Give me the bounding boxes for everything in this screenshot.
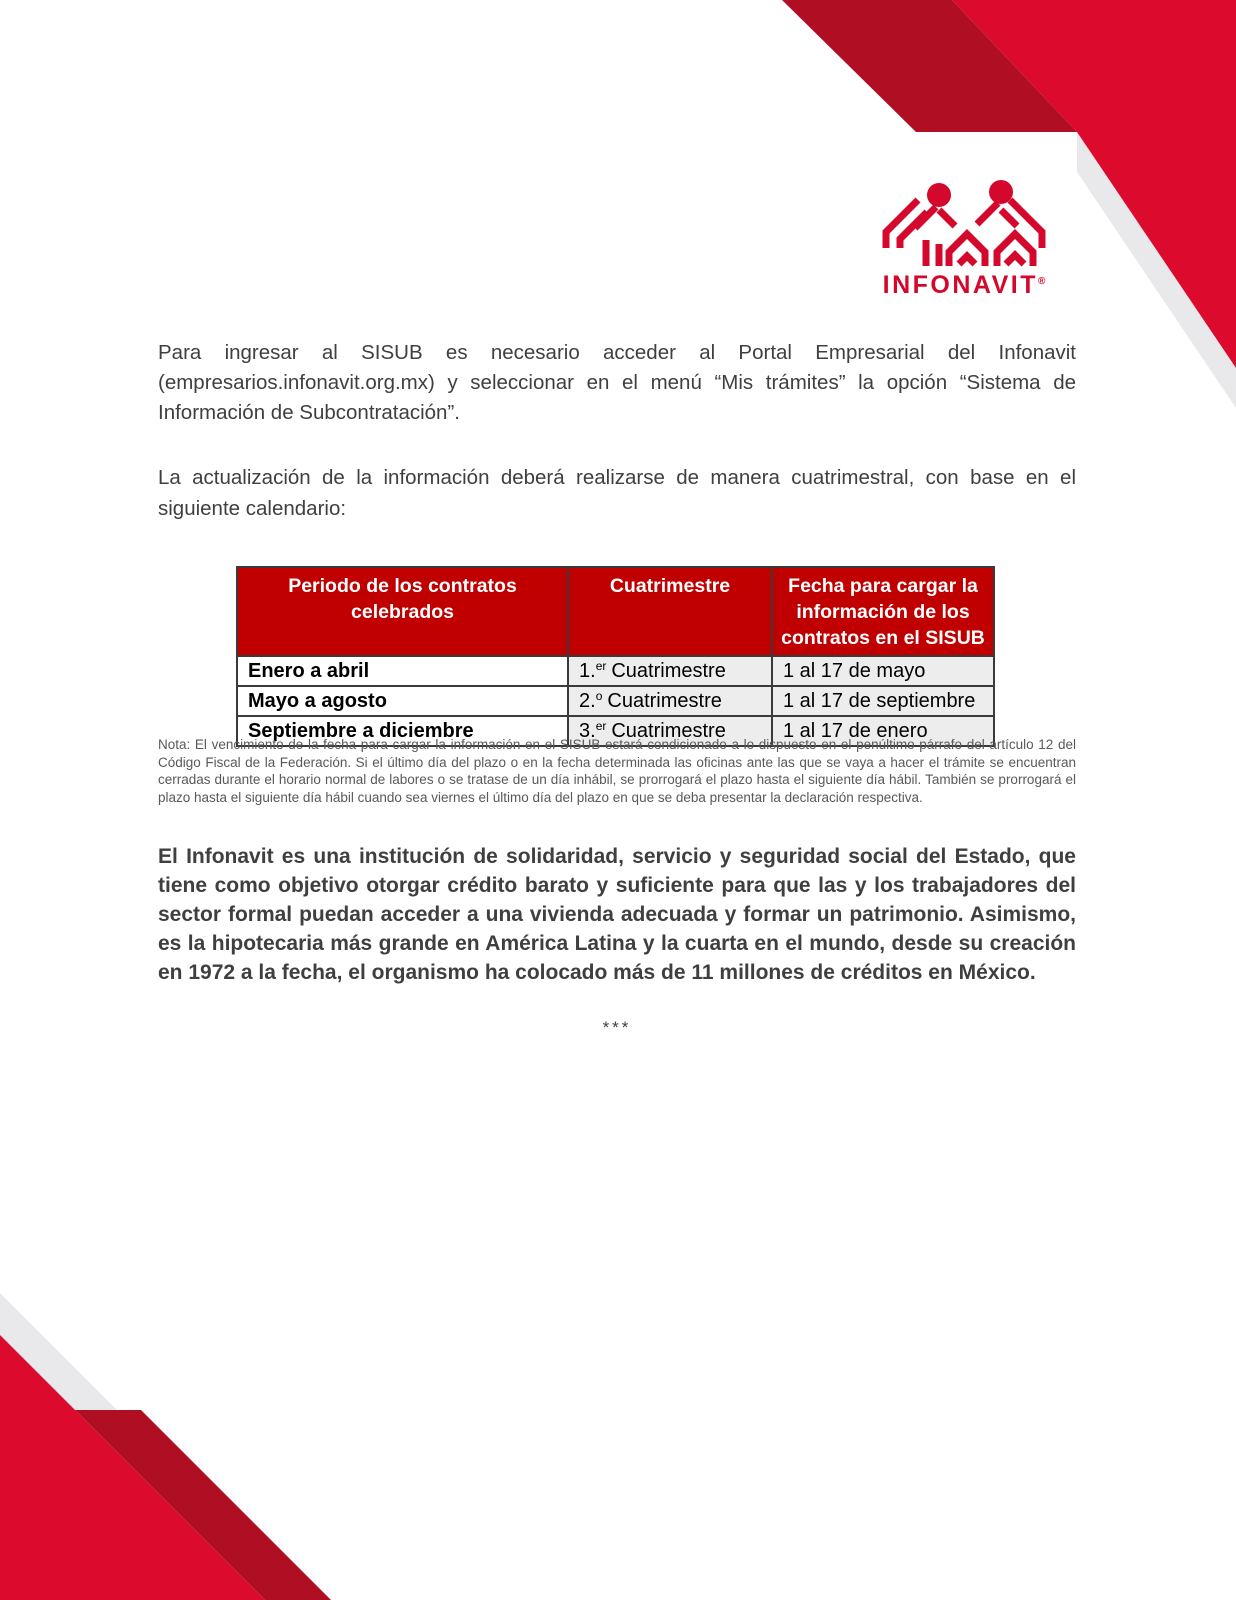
header-cuatrimestre: Cuatrimestre [568,567,772,656]
fecha-cell: 1 al 17 de enero [772,716,994,746]
header-periodo: Periodo de los contratos celebrados [237,567,568,656]
end-marker: *** [602,1018,632,1037]
cuatrimestre-cell: 2.$^o$ Cuatrimestre [568,686,772,716]
registered-mark: ® [1038,276,1046,287]
periodo-cell: Mayo a agosto [237,686,568,716]
periodo-cell: Septiembre a diciembre [237,716,568,746]
periodo-cell: Enero a abril [237,656,568,686]
fecha-cell: 1 al 17 de septiembre [772,686,994,716]
about-paragraph: El Infonavit es una institución de solidaridad, servicio y seguridad social del Estado, que tiene como objetivo otorgar crédito barato y suficiente para que las y los trabajadores del sector formal puedan acceder a una vivienda adecuada y formar un patrimonio. Asimismo, es la hipotecaria más grande en América Latina y la cuarta en el mundo, desde su creación en 1972 a la fecha, el organismo ha colocado más de 11 millones de créditos en México. [158,845,1076,984]
infonavit-logo [872,168,1056,300]
table-row [237,656,994,686]
cuatrimestre-cell: 1.$^{er}$ Cuatrimestre [568,656,772,686]
infonavit-wordmark: INFONAVIT® [882,271,1046,299]
note-text: Nota: El vencimiento de la fecha para cargar la información en el SISUB estará condicionado a lo dispuesto en el penúltimo párrafo del artículo 12 del Código Fiscal de la Federación. Si el último día del plazo o en la fecha determinada las oficinas ante las que se vaya a hacer el trámite se encuentran cerradas durante el horario normal de labores o se tratase de un día inhábil, se prorrogará el plazo hasta el siguiente día hábil. También se prorrogará el plazo hasta el siguiente día hábil cuando sea viernes el último día del plazo en que se deba presentar la declaración respectiva. [158,737,1076,805]
table-header-row [237,567,994,656]
cuatrimestre-cell: 3.$^{er}$ Cuatrimestre [568,716,772,746]
calendar-table [236,566,995,747]
calendar-intro-paragraph: La actualización de la información deberá realizarse de manera cuatrimestral, con base en el siguiente calendario: [158,466,1076,520]
intro-paragraph: Para ingresar al SISUB es necesario acceder al Portal Empresarial del Infonavit (empresarios.infonavit.org.mx) y seleccionar en el menú “Mis trámites” la opción “Sistema de Información de Subcontratación”. [158,341,1076,424]
infonavit-logo-icon [879,168,1049,268]
header-fecha: Fecha para cargar la información de los contratos en el SISUB [772,567,994,656]
fecha-cell: 1 al 17 de mayo [772,656,994,686]
table-row [237,686,994,716]
